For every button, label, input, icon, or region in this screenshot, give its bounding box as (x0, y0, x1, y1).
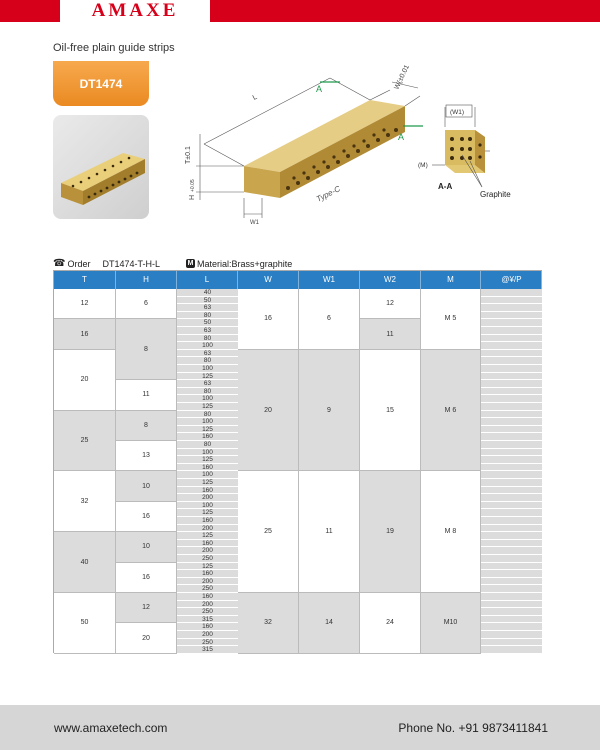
table-cell-h: 10 (116, 532, 177, 562)
table-cell-l: 315 (177, 646, 238, 654)
table-cell-l: 100 (177, 365, 238, 373)
table-cell-price (481, 631, 542, 639)
table-cell-price (481, 433, 542, 441)
section-a-bottom: A (398, 132, 405, 142)
table-cell-l: 80 (177, 312, 238, 320)
table-cell-l: 250 (177, 608, 238, 616)
table-cell-w2: 15 (360, 350, 421, 472)
table-cell-l: 80 (177, 335, 238, 343)
table-cell-price (481, 517, 542, 525)
table-cell-price (481, 479, 542, 487)
table-cell-l: 250 (177, 585, 238, 593)
table-cell-w1: 14 (299, 593, 360, 654)
dim-w-label: W(±0.01 (393, 63, 411, 91)
spec-table (53, 270, 542, 653)
phone-number: Phone No. +91 9873411841 (398, 721, 548, 735)
table-cell-l: 125 (177, 373, 238, 381)
table-cell-price (481, 471, 542, 479)
table-cell-h: 20 (116, 623, 177, 653)
table-cell-l: 250 (177, 555, 238, 563)
table-cell-price (481, 289, 542, 297)
table-cell-l: 80 (177, 411, 238, 419)
table-cell-h: 6 (116, 289, 177, 319)
table-cell-price (481, 327, 542, 335)
table-cell-price (481, 570, 542, 578)
table-cell-price (481, 357, 542, 365)
table-cell-l: 50 (177, 297, 238, 305)
table-cell-l: 63 (177, 304, 238, 312)
table-cell-price (481, 623, 542, 631)
table-cell-price (481, 563, 542, 571)
table-cell-l: 63 (177, 350, 238, 358)
table-cell-w: 32 (238, 593, 299, 654)
table-cell-l: 100 (177, 395, 238, 403)
table-cell-price (481, 525, 542, 533)
col-header-price: @¥/P (501, 275, 522, 284)
order-prefix: Order (67, 258, 91, 269)
col-header-w1: W1 (299, 271, 360, 289)
brand-name: AMAXE (91, 0, 179, 21)
technical-drawing (170, 60, 440, 230)
table-cell-l: 125 (177, 509, 238, 517)
table-cell-l: 100 (177, 502, 238, 510)
table-cell-price (481, 646, 542, 654)
table-cell-price (481, 342, 542, 350)
table-cell-l: 160 (177, 540, 238, 548)
table-cell-l: 80 (177, 441, 238, 449)
table-cell-w2: 12 (360, 289, 421, 319)
table-cell-l: 100 (177, 471, 238, 479)
m-box-label: (M) (418, 162, 428, 169)
table-cell-price (481, 639, 542, 647)
dim-t-label: T±0.1 (185, 146, 192, 164)
table-cell-l: 100 (177, 449, 238, 457)
table-cell-l: 63 (177, 380, 238, 388)
table-cell-price (481, 319, 542, 327)
table-cell-h: 13 (116, 441, 177, 471)
table-cell-t: 32 (54, 471, 116, 532)
table-cell-price (481, 403, 542, 411)
section-view (410, 95, 530, 205)
table-cell-m: M 5 (421, 289, 481, 350)
table-cell-m: M10 (421, 593, 481, 654)
phone-icon: ☎ (53, 258, 66, 269)
col-header-w2: W2 (360, 271, 421, 289)
table-cell-m: M 8 (421, 471, 481, 593)
table-cell-t: 12 (54, 289, 116, 319)
product-photo-image (53, 115, 149, 219)
table-cell-price (481, 487, 542, 495)
table-cell-price (481, 335, 542, 343)
section-a-top: A (316, 84, 323, 94)
dim-h-label: H (189, 194, 196, 200)
product-code-tab (53, 61, 149, 106)
type-label: Type-C (314, 184, 342, 204)
table-cell-l: 100 (177, 342, 238, 350)
table-cell-l: 125 (177, 563, 238, 571)
table-cell-l: 125 (177, 426, 238, 434)
product-photo (53, 115, 149, 219)
website-link[interactable]: www.amaxetech.com (54, 721, 168, 735)
table-cell-h: 16 (116, 502, 177, 532)
table-cell-l: 200 (177, 578, 238, 586)
table-cell-price (481, 441, 542, 449)
table-cell-l: 80 (177, 357, 238, 365)
table-cell-price (481, 350, 542, 358)
section-aa-label: A-A (438, 182, 453, 191)
table-cell-price (481, 608, 542, 616)
table-cell-price (481, 449, 542, 457)
table-cell-l: 160 (177, 487, 238, 495)
table-cell-price (481, 456, 542, 464)
table-cell-l: 200 (177, 494, 238, 502)
col-header-w: W (238, 271, 299, 289)
table-cell-t: 40 (54, 532, 116, 593)
table-cell-l: 160 (177, 464, 238, 472)
table-cell-price (481, 395, 542, 403)
table-cell-price (481, 426, 542, 434)
table-cell-l: 160 (177, 517, 238, 525)
col-header-h: H (116, 271, 177, 289)
table-cell-w: 20 (238, 350, 299, 472)
table-header (54, 271, 541, 289)
table-cell-w2: 19 (360, 471, 421, 593)
table-cell-price (481, 578, 542, 586)
table-cell-price (481, 502, 542, 510)
table-cell-l: 125 (177, 456, 238, 464)
table-cell-price (481, 494, 542, 502)
table-cell-l: 125 (177, 403, 238, 411)
table-cell-price (481, 365, 542, 373)
table-cell-l: 200 (177, 547, 238, 555)
material-badge: M (187, 260, 194, 267)
table-cell-l: 125 (177, 532, 238, 540)
table-cell-l: 160 (177, 570, 238, 578)
graphite-label: Graphite (480, 190, 511, 199)
table-cell-l: 160 (177, 623, 238, 631)
table-cell-t: 16 (54, 319, 116, 349)
order-code: DT1474-T-H-L (102, 258, 160, 269)
footer-bar (0, 705, 600, 750)
table-cell-price (481, 380, 542, 388)
col-header-t: T (54, 271, 116, 289)
table-cell-h: 11 (116, 380, 177, 410)
w1-box-label: (W1) (450, 109, 465, 116)
table-cell-l: 200 (177, 525, 238, 533)
dim-w1-label: W1 (250, 220, 259, 226)
table-cell-price (481, 464, 542, 472)
table-cell-price (481, 555, 542, 563)
table-cell-price (481, 388, 542, 396)
material-text: Material:Brass+graphite (197, 258, 293, 269)
table-cell-l: 160 (177, 593, 238, 601)
product-code: DT1474 (79, 76, 123, 91)
table-cell-w1: 11 (299, 471, 360, 593)
table-cell-t: 20 (54, 350, 116, 411)
table-cell-price (481, 297, 542, 305)
table-cell-h: 12 (116, 593, 177, 623)
table-cell-w2: 11 (360, 319, 421, 349)
table-cell-price (481, 601, 542, 609)
table-cell-w: 25 (238, 471, 299, 593)
table-cell-w1: 9 (299, 350, 360, 472)
table-cell-price (481, 616, 542, 624)
table-cell-m: M 6 (421, 350, 481, 472)
table-cell-price (481, 593, 542, 601)
table-cell-h: 8 (116, 319, 177, 380)
brand-logo[interactable] (60, 0, 210, 22)
col-header-m: M (421, 271, 481, 289)
table-cell-price (481, 532, 542, 540)
col-header-l: L (177, 271, 238, 289)
table-cell-l: 63 (177, 327, 238, 335)
table-cell-price (481, 411, 542, 419)
table-cell-t: 25 (54, 411, 116, 472)
table-cell-price (481, 547, 542, 555)
table-cell-price (481, 509, 542, 517)
table-cell-l: 250 (177, 639, 238, 647)
table-cell-price (481, 312, 542, 320)
table-cell-l: 100 (177, 418, 238, 426)
table-cell-t: 50 (54, 593, 116, 654)
table-cell-h: 8 (116, 411, 177, 441)
table-cell-price (481, 373, 542, 381)
page-title: Oil-free plain guide strips (53, 42, 175, 54)
table-cell-l: 160 (177, 433, 238, 441)
table-cell-h: 16 (116, 563, 177, 593)
table-cell-price (481, 418, 542, 426)
table-cell-price (481, 540, 542, 548)
table-cell-l: 50 (177, 319, 238, 327)
table-cell-l: 315 (177, 616, 238, 624)
table-cell-l: 40 (177, 289, 238, 297)
table-cell-price (481, 585, 542, 593)
table-cell-w1: 6 (299, 289, 360, 350)
table-cell-l: 200 (177, 601, 238, 609)
table-cell-w2: 24 (360, 593, 421, 654)
table-cell-l: 80 (177, 388, 238, 396)
table-cell-price (481, 304, 542, 312)
dim-h-tol-label: +0.05 (190, 179, 196, 192)
table-cell-h: 10 (116, 471, 177, 501)
dim-l-label: L (251, 93, 259, 102)
table-cell-l: 200 (177, 631, 238, 639)
order-info (53, 258, 292, 269)
table-cell-l: 125 (177, 479, 238, 487)
table-cell-w: 16 (238, 289, 299, 350)
